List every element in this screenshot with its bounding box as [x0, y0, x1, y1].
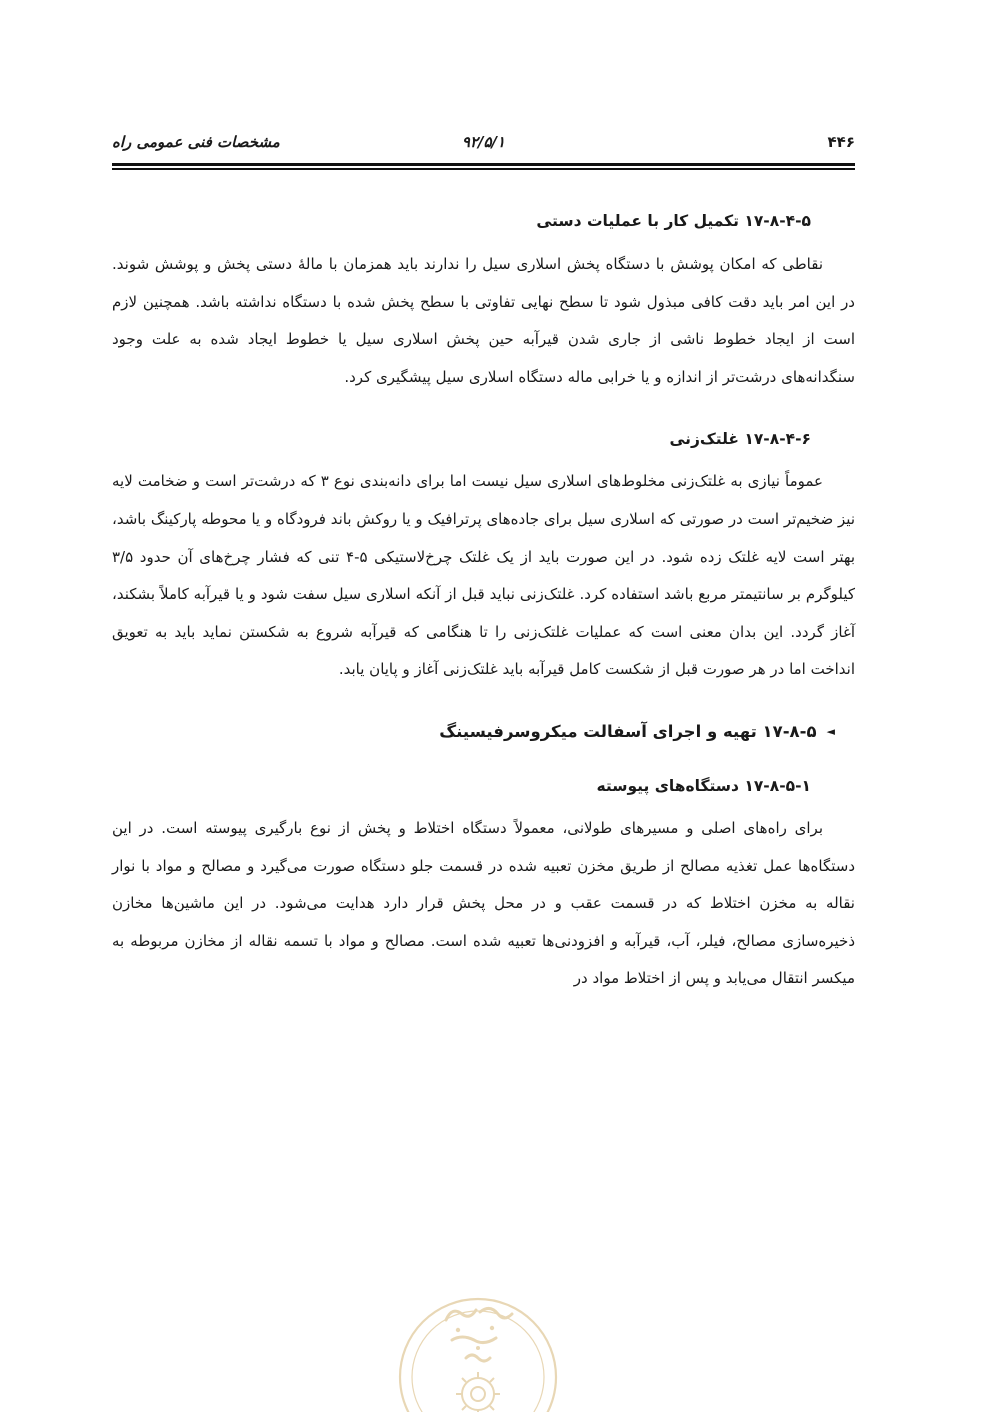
bullet-triangle-icon: ◄ [826, 724, 835, 738]
paragraph-rolling: عموماً نیازی به غلتک‌زنی مخلوط‌های اسلاری سیل نیست اما برای دانه‌بندی نوع ۳ که درشت‌تر است و ضخامت لایه نیز ضخیم‌تر است در صورتی که اسلاری سیل برای جاده‌های پرترافیک و یا روکش باند فرودگاه و یا محوطه پارکینگ باشد، بهتر است لایه غلتک زده شود. در این صورت باید از یک غلتک چرخ‌لاستیکی ۵-۴ تنی که فشار چرخ‌های آن حدود ۳/۵ کیلوگرم بر سانتیمتر مربع باشد استفاده کرد. غلتک‌زنی نباید قبل از آنکه اسلاری سیل سفت شود و یا قیرآبه کاملاً بشکند، آغاز گردد. این بدان معنی است که عملیات غلتک‌زنی را تا هنگامی که قیرآبه شروع به شکستن نماید باید به تعویق انداخت اما در هر صورت قبل از شکست کامل قیرآبه باید غلتک‌زنی آغاز و پایان یابد. [112, 472, 855, 679]
running-header [112, 131, 855, 157]
section-heading-manual-finishing: ۱۷-۸-۴-۵ تکمیل کار با عملیات دستی [536, 212, 811, 230]
paragraph-continuous-machines: برای راه‌های اصلی و مسیرهای طولانی، معمولاً دستگاه اختلاط و پخش از نوع بارگیری پیوسته است. در این دستگاه‌ها عمل تغذیه مصالح از طریق مخزن تعبیه شده در قسمت جلو دستگاه صورت می‌گیرد و مصالح و مواد با نوار نقاله به مخزن اختلاط که در قسمت عقب و در محل پخش قرار دارد هدایت می‌شود. در این ماشین‌ها مخازن ذخیره‌سازی مصالح، فیلر، آب، قیرآبه و افزودنی‌ها تعبیه شده است. مصالح و مواد با تسمه نقاله از مخازن مربوطه به میکسر انتقال می‌یابد و پس از اختلاط مواد در [112, 818, 855, 988]
section-heading-microsurfacing-text: ۱۷-۸-۵ تهیه و اجرای آسفالت میکروسرفیسینگ [439, 721, 817, 741]
header-rule-thin [112, 168, 855, 170]
header-title: مشخصات فنی عمومی راه [112, 133, 280, 151]
section-heading-rolling: ۱۷-۸-۴-۶ غلتک‌زنی [669, 430, 811, 449]
header-rule-thick [112, 163, 855, 166]
page-body [112, 208, 855, 998]
page-number: ۴۴۶ [827, 133, 855, 151]
paragraph-manual-finishing: نقاطی که امکان پوشش با دستگاه پخش اسلاری سیل را ندارند باید همزمان با مالهٔ دستی پخش و پوشش شوند. در این امر باید دقت کافی مبذول شود تا سطح نهایی تفاوتی با سطح پخش شده با دستگاه نداشته باشد. همچنین لازم است از ایجاد خطوط ناشی از جاری شدن قیرآبه حین پخش اسلاری سیل یا خطوط ایجاد شده به علت وجود سنگدانه‌های درشت‌تر از اندازه و یا خرابی ماله دستگاه اسلاری سیل پیشگیری کرد. [112, 255, 855, 386]
header-date: ۹۲/۵/۱ [461, 133, 506, 151]
header-double-rule [112, 163, 855, 170]
seal-logo-icon [388, 1282, 568, 1412]
section-heading-microsurfacing [112, 719, 855, 745]
section-heading-continuous-machines: ۱۷-۸-۵-۱ دستگاه‌های پیوسته [596, 776, 811, 795]
